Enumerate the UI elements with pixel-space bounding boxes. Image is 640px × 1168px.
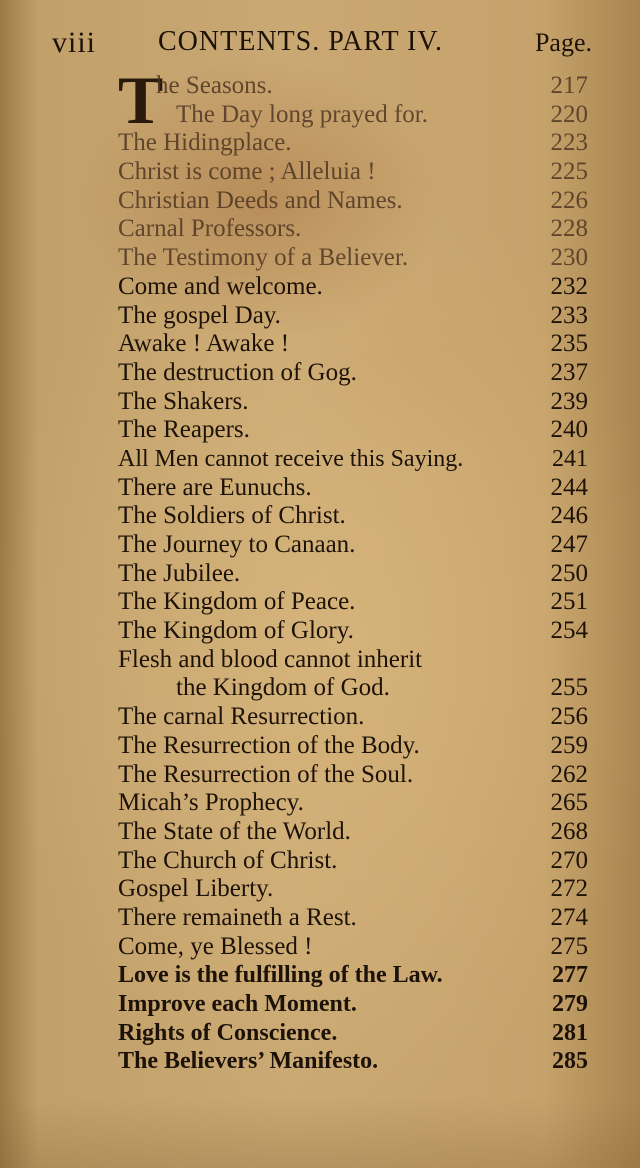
toc-row <box>118 187 588 216</box>
toc-entry-page: 250 <box>550 559 588 587</box>
toc-row <box>118 875 588 904</box>
toc-entry-title: the Kingdom of God. <box>176 674 390 702</box>
toc-entry-page: 232 <box>550 272 588 300</box>
toc-entry-page: 244 <box>550 473 588 501</box>
toc-row <box>118 617 588 646</box>
toc-entry-page: 220 <box>550 100 588 128</box>
toc-entry-title: Awake ! Awake ! <box>118 330 290 358</box>
toc-row <box>118 101 588 130</box>
toc-row <box>118 904 588 933</box>
toc-entry-page: 239 <box>550 387 588 415</box>
toc-entry-page: 274 <box>550 903 588 931</box>
toc-row <box>118 244 588 273</box>
toc-row <box>118 330 588 359</box>
toc-row <box>118 72 588 101</box>
page-number: viii <box>52 26 97 59</box>
toc-row <box>118 961 588 990</box>
toc-entry-title: The Resurrection of the Body. <box>118 731 420 759</box>
toc-entry-page: 281 <box>552 1019 588 1046</box>
toc-row <box>118 646 588 675</box>
toc-row <box>118 129 588 158</box>
toc-entry-title: The carnal Resurrection. <box>118 703 365 731</box>
toc-entry-title: Come, ye Blessed ! <box>118 932 313 960</box>
toc-row <box>118 789 588 818</box>
toc-row <box>118 703 588 732</box>
toc-entry-page: 228 <box>550 215 588 243</box>
toc-row <box>118 388 588 417</box>
toc-entry-title: Flesh and blood cannot inherit <box>118 645 423 673</box>
toc-entry-page: 277 <box>552 962 588 989</box>
toc-entry-page: 285 <box>552 1048 588 1075</box>
toc-row <box>118 445 588 474</box>
toc-entry-title: The destruction of Gog. <box>118 358 357 386</box>
toc-entry-title: The State of the World. <box>118 817 351 845</box>
toc-entry-page: 268 <box>550 817 588 845</box>
running-title: CONTENTS. PART IV. <box>158 26 443 57</box>
toc-entry-page: 255 <box>550 674 588 702</box>
toc-entry-title: The Journey to Canaan. <box>118 531 356 558</box>
toc-entry-title: The Church of Christ. <box>118 846 338 874</box>
toc-entry-page: 217 <box>550 72 588 99</box>
toc-entry-title: All Men cannot receive this Saying. <box>118 445 464 472</box>
toc-entry-page: 251 <box>550 588 588 616</box>
toc-row <box>118 1019 588 1048</box>
toc-row <box>118 273 588 302</box>
toc-row <box>118 588 588 617</box>
toc-entry-title: The Day long prayed for. <box>176 100 429 128</box>
toc-row <box>118 732 588 761</box>
toc-entry-page: 230 <box>550 244 588 272</box>
toc-entry-title: The Resurrection of the Soul. <box>118 760 414 788</box>
toc-entry-title: The gospel Day. <box>118 301 281 329</box>
toc-entry-page: 262 <box>550 760 588 788</box>
toc-entry-title: Love is the fulfilling of the Law. <box>118 962 443 989</box>
toc-entry-page: 272 <box>550 875 588 903</box>
toc-row <box>118 933 588 962</box>
toc-entry-page: 235 <box>550 330 588 358</box>
toc-entry-page: 233 <box>550 301 588 329</box>
toc-row <box>118 560 588 589</box>
toc-entry-title: Come and welcome. <box>118 272 323 300</box>
toc-entry-page: 256 <box>550 703 588 731</box>
toc-entry-page: 246 <box>550 502 588 530</box>
toc-row <box>118 990 588 1019</box>
toc-entry-page: 237 <box>550 358 588 386</box>
toc-row <box>118 215 588 244</box>
toc-row <box>118 818 588 847</box>
toc-entry-title: There are Eunuchs. <box>118 473 312 501</box>
toc-row <box>118 674 588 703</box>
toc-entry-page: 223 <box>550 129 588 157</box>
toc-entry-title: The Kingdom of Peace. <box>118 588 356 616</box>
toc-entry-page: 247 <box>550 531 588 558</box>
toc-entry-title: Carnal Professors. <box>118 215 302 243</box>
toc-entry-page: 275 <box>550 932 588 960</box>
table-of-contents <box>118 62 588 1076</box>
toc-entry-title: Improve each Moment. <box>118 991 357 1017</box>
toc-entry-page: 254 <box>550 617 588 645</box>
toc-entry-title: There remaineth a Rest. <box>118 903 357 931</box>
toc-row <box>118 847 588 876</box>
toc-entry-title: The Hidingplace. <box>118 129 292 157</box>
toc-entry-title: The Believers’ Manifesto. <box>118 1048 379 1075</box>
toc-row <box>118 474 588 503</box>
toc-row <box>118 1047 588 1076</box>
toc-entry-title: The Kingdom of Glory. <box>118 617 354 645</box>
toc-entry-page: 225 <box>550 158 588 186</box>
toc-entry-title: Christ is come ; Alleluia ! <box>118 158 376 186</box>
toc-row <box>118 531 588 560</box>
toc-entry-page: 241 <box>552 445 588 472</box>
toc-row <box>118 761 588 790</box>
toc-entry-title: The Jubilee. <box>118 559 241 587</box>
toc-entry-page: 270 <box>550 846 588 874</box>
toc-entry-title: Rights of Conscience. <box>118 1019 338 1046</box>
toc-entry-title: The Shakers. <box>118 387 249 415</box>
toc-entry-page: 226 <box>550 186 588 214</box>
toc-entry-title: The Testimony of a Believer. <box>118 244 409 272</box>
toc-row <box>118 416 588 445</box>
toc-entry-page: 259 <box>550 731 588 759</box>
toc-row <box>118 158 588 187</box>
toc-entry-title: Christian Deeds and Names. <box>118 186 403 214</box>
toc-entry-title: Gospel Liberty. <box>118 875 274 903</box>
toc-entry-page: 265 <box>550 789 588 817</box>
toc-entry-title: The Reapers. <box>118 416 250 444</box>
toc-entry-title: he Seasons. <box>156 72 273 99</box>
drop-cap: T <box>118 62 164 138</box>
toc-entry-title: Micah’s Prophecy. <box>118 789 304 817</box>
toc-row <box>118 359 588 388</box>
page-column-label: Page. <box>534 28 592 57</box>
toc-entry-title: The Soldiers of Christ. <box>118 502 346 530</box>
toc-row <box>118 502 588 531</box>
toc-row <box>118 302 588 331</box>
toc-entry-page: 279 <box>552 991 588 1017</box>
toc-entry-page: 240 <box>550 416 588 444</box>
